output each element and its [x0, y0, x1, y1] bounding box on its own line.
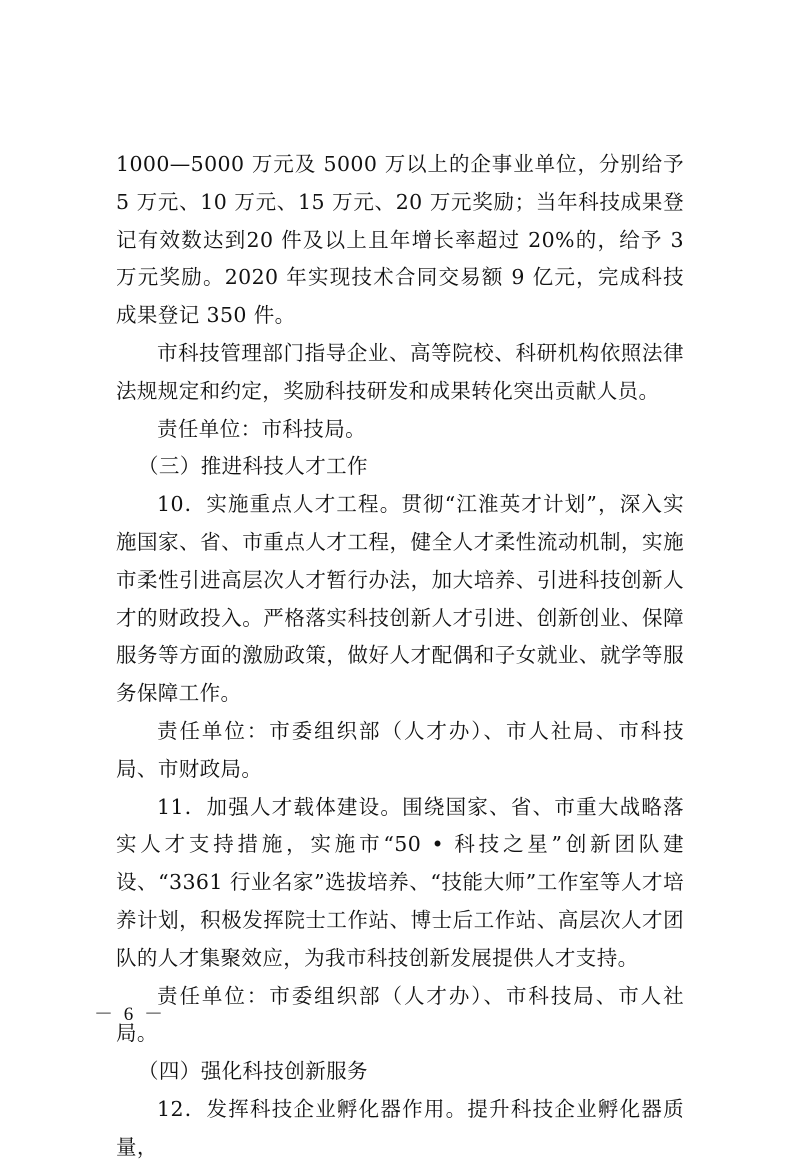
paragraph — [116, 1091, 684, 1167]
page-number: － 6 － — [94, 1004, 167, 1025]
text-line: 市财政局。 — [157, 756, 263, 781]
text-line: 面的激励政策，做好人才配偶和子女就业、就学等服务保障工作。 — [116, 643, 684, 706]
paragraph — [116, 335, 684, 411]
text-line: 规规定和约定，奖励科技研发和成果转化突出贡献人员。 — [136, 378, 660, 403]
text-line: 国家、省、市重点人才工程，健全人才柔性流动机制，实施市柔 — [116, 529, 684, 592]
text-line: 政投入。严格落实科技创新人才引进、创新创业、保障服务等方 — [116, 605, 685, 668]
text-line: 市科技管理部门指导企业、高等院校、科研机构依照法律法 — [116, 340, 684, 403]
text-line: 责任单位：市委组织部（人才办）、市科技局、市人社局。 — [116, 983, 684, 1046]
text-line: 10 万元、15 万元、20 万元奖励；当年科技成果登记有效数达到 — [116, 189, 684, 252]
section-heading — [116, 448, 684, 486]
text-line: 性引进高层次人才暂行办法，加大培养、引进科技创新人才的财 — [116, 567, 684, 630]
paragraph — [116, 146, 684, 335]
text-line: 业名家”选拔培养、“技能大师”工作室等人才培养计划，积极 — [116, 870, 684, 932]
paragraph — [116, 486, 684, 713]
text-line: 应，为我市科技创新发展提供人才支持。 — [262, 945, 639, 970]
text-line: 责任单位：市科技局。 — [157, 416, 366, 441]
text-line: 12．发挥科技企业孵化器作用。提升科技企业孵化器质量， — [116, 1096, 684, 1159]
text-line: 10．实施重点人才工程。贯彻“江淮英才计划”，深入实施 — [116, 492, 684, 554]
text-line: （四）强化科技创新服务 — [138, 1059, 368, 1084]
text-line: 11．加强人才载体建设。围绕国家、省、市重大战略落实人 — [116, 794, 684, 857]
text-line: 发挥院士工作站、博士后工作站、高层次人才团队的人才集聚效 — [116, 907, 685, 970]
section-heading — [116, 1053, 684, 1091]
text-line: 20 件及以上且年增长率超过 20%的，给予 3 万元奖励。2020 年 — [116, 227, 684, 290]
paragraph — [116, 713, 684, 789]
document-body — [116, 146, 684, 1167]
text-line: 1000—5000 万元及 5000 万以上的企事业单位，分别给予 5 万元、 — [116, 152, 684, 214]
paragraph — [116, 789, 684, 978]
paragraph — [116, 978, 684, 1054]
text-line: 责任单位：市委组织部（人才办）、市人社局、市科技局、 — [116, 718, 684, 781]
text-line: （三）推进科技人才工作 — [138, 454, 368, 479]
paragraph — [116, 411, 684, 449]
text-line: 才支持措施，实施市“50 • 科技之星”创新团队建设、“3361 行 — [116, 832, 684, 895]
text-line: 实现技术合同交易额 9 亿元，完成科技成果登记 350 件。 — [116, 265, 684, 328]
